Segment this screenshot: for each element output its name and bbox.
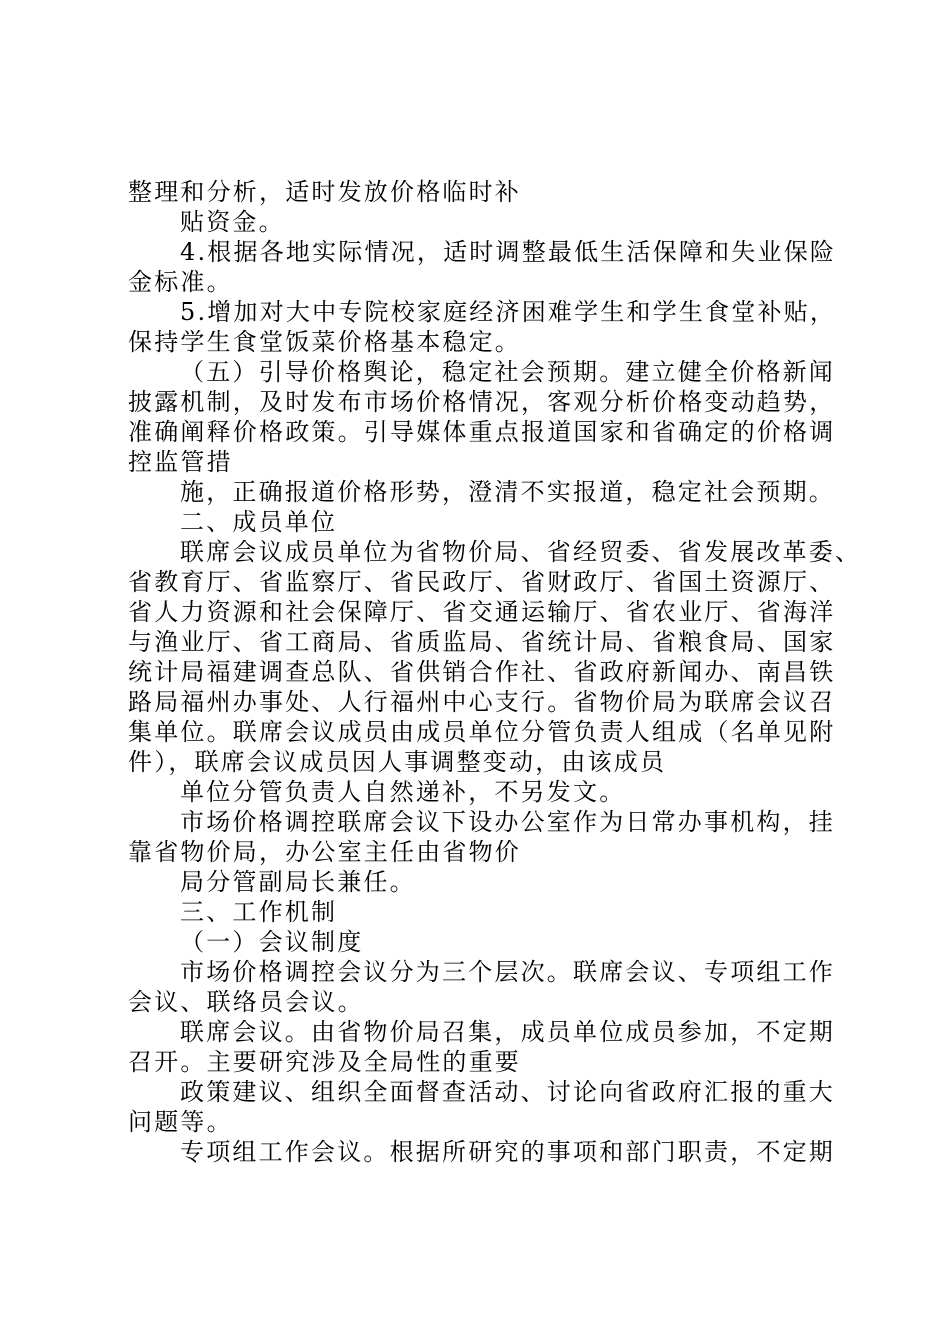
text-line: 联席会议。由省物价局召集，成员单位成员参加，不定期 [180, 1018, 835, 1046]
text-line: 问题等。 [128, 1108, 233, 1136]
text-line: 贴资金。 [180, 208, 285, 236]
text-line: 施，正确报道价格形势，澄清不实报道，稳定社会预期。 [180, 478, 835, 506]
text-line: 省教育厅、省监察厅、省民政厅、省财政厅、省国土资源厅、 [128, 568, 836, 596]
text-line: （五）引导价格舆论，稳定社会预期。建立健全价格新闻 [180, 358, 835, 386]
text-line: 整理和分析，适时发放价格临时补 [128, 178, 521, 206]
text-line: 披露机制，及时发布市场价格情况，客观分析价格变动趋势， [128, 388, 836, 416]
section-heading: 二、成员单位 [180, 508, 338, 536]
text-line: 政策建议、组织全面督查活动、讨论向省政府汇报的重大 [180, 1078, 835, 1106]
text-line: 会议、联络员会议。 [128, 988, 364, 1016]
text-line: 保持学生食堂饭菜价格基本稳定。 [128, 328, 521, 356]
text-line: 路局福州办事处、人行福州中心支行。省物价局为联席会议召 [128, 688, 836, 716]
section-heading: 三、工作机制 [180, 898, 338, 926]
text-line: 5.增加对大中专院校家庭经济困难学生和学生食堂补贴， [180, 298, 837, 326]
text-line: 集单位。联席会议成员由成员单位分管负责人组成（名单见附 [128, 718, 836, 746]
text-line: 市场价格调控会议分为三个层次。联席会议、专项组工作 [180, 958, 835, 986]
text-line: 靠省物价局，办公室主任由省物价 [128, 838, 521, 866]
text-line: 与渔业厅、省工商局、省质监局、省统计局、省粮食局、国家 [128, 628, 836, 656]
text-line: 控监管措 [128, 448, 233, 476]
text-line: 件），联席会议成员因人事调整变动，由该成员 [128, 748, 667, 776]
subsection-heading: （一）会议制度 [180, 928, 364, 956]
text-line: 局分管副局长兼任。 [180, 868, 416, 896]
text-line: 4.根据各地实际情况，适时调整最低生活保障和失业保险 [180, 238, 837, 266]
text-line: 单位分管负责人自然递补，不另发文。 [180, 778, 626, 806]
text-line: 金标准。 [128, 268, 233, 296]
text-line: 专项组工作会议。根据所研究的事项和部门职责，不定期 [180, 1138, 835, 1166]
text-line: 联席会议成员单位为省物价局、省经贸委、省发展改革委、 [180, 538, 862, 566]
text-line: 准确阐释价格政策。引导媒体重点报道国家和省确定的价格调 [128, 418, 836, 446]
text-line: 统计局福建调查总队、省供销合作社、省政府新闻办、南昌铁 [128, 658, 836, 686]
text-line: 省人力资源和社会保障厅、省交通运输厅、省农业厅、省海洋 [128, 598, 836, 626]
text-line: 召开。主要研究涉及全局性的重要 [128, 1048, 521, 1076]
text-line: 市场价格调控联席会议下设办公室作为日常办事机构，挂 [180, 808, 835, 836]
